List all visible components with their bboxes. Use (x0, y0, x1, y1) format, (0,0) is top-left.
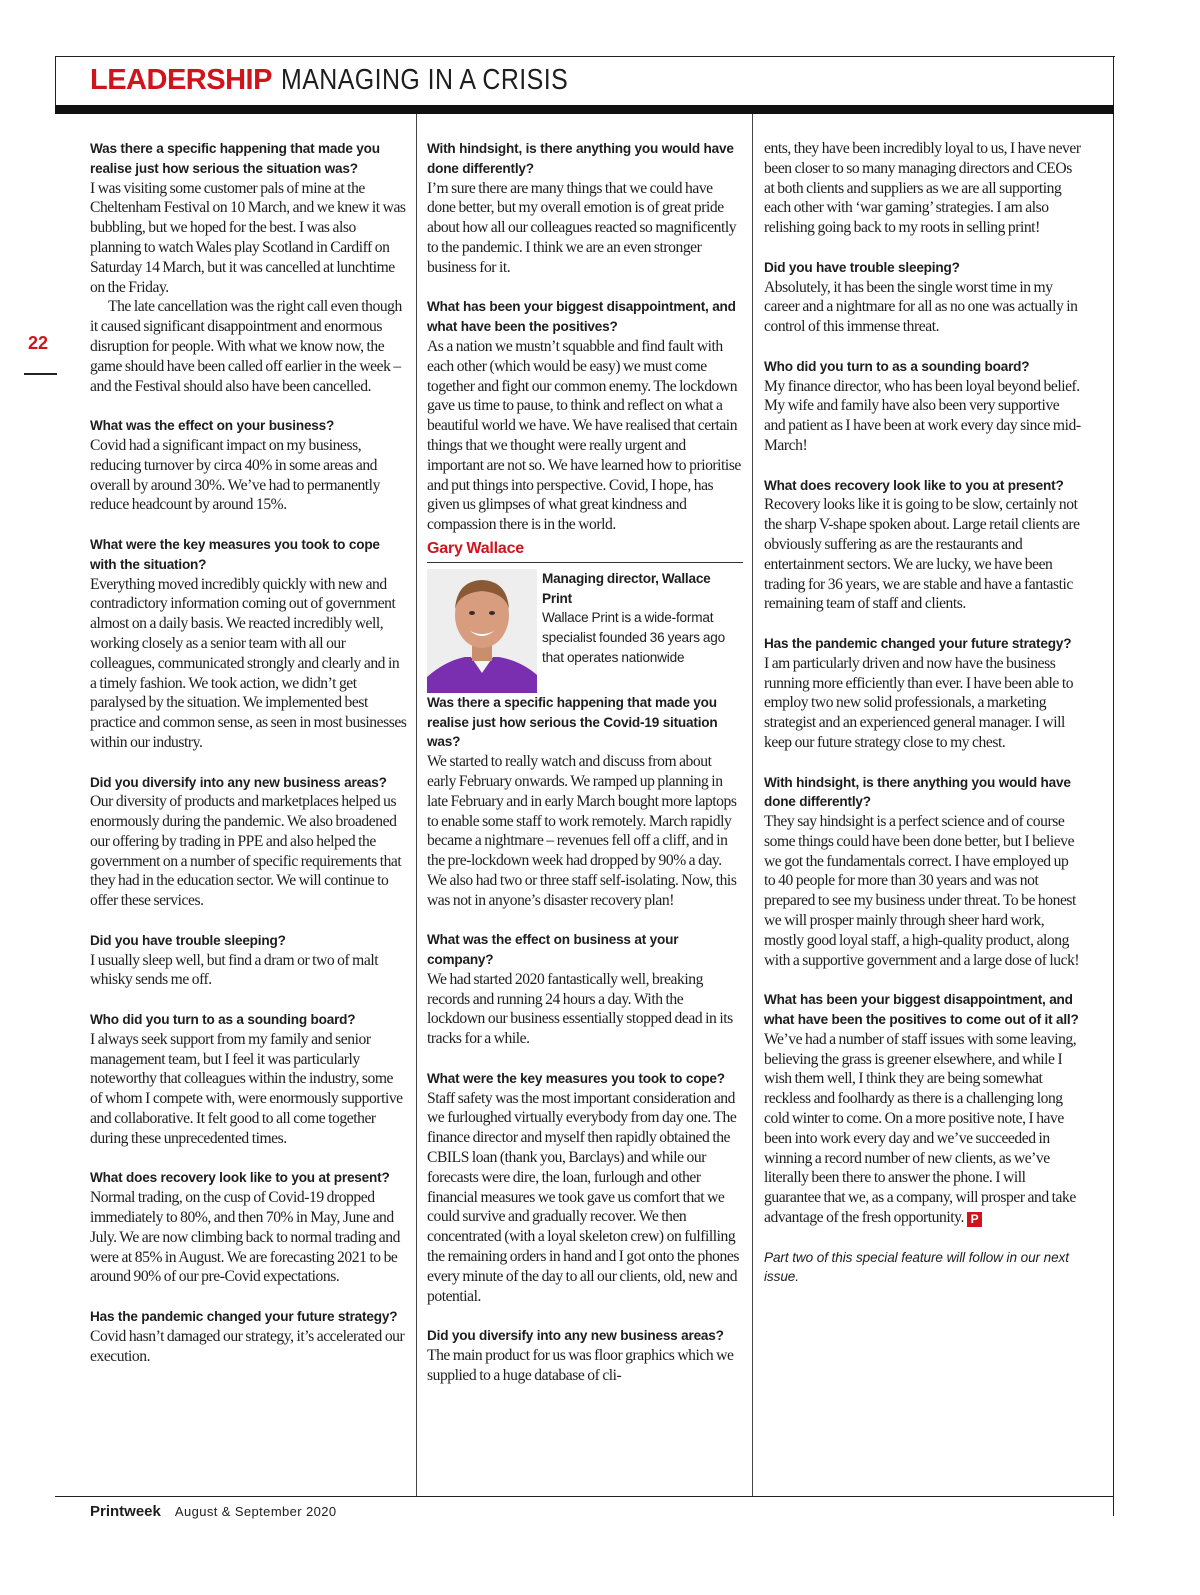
profile-photo (427, 569, 537, 693)
answer: As a nation we mustn’t squabble and find fault with each other (which would be easy) we must come together and fight our common enemy. The lockdown gave us time to pause, to think and reflect on what a beautiful world we have. We have realised that certain things that we thought were really urgent and important are not so. We have learned how to prioritise and put things into perspective. Covid, I hope, has given us glimpses of what great kindness and compassion there is in the world. (427, 337, 741, 534)
article-column-3 (764, 139, 1082, 1287)
answer: I am particularly driven and now have the business running more efficiently than ever. I have been able to employ two new solid professionals, a marketing strategist and an experienced general manager. I will keep our future strategy close to my chest. (764, 654, 1074, 751)
question: Was there a specific happening that made you realise just how serious the situation was? (90, 141, 380, 176)
question: With hindsight, is there anything you would have done differently? (764, 774, 1071, 810)
continuation-note: Part two of this special feature will follow in our next issue. (764, 1249, 1069, 1285)
answer: Covid had a significant impact on my business, reducing turnover by circa 40% in some areas and overall by around 30%. We’ve had to permanently reduce headcount by around 15%. (90, 436, 380, 514)
profile-description: Wallace Print is a wide-format specialist founded 36 years ago that operates nationwide (542, 610, 725, 665)
answer-text: We’ve had a number of staff issues with some leaving, believing the grass is greener elsewhere, and while I wish them well, I think they are being somewhat reckless and foolhardy as there is a challenging long cold winter to come. On a more positive note, I have been into work every day and we’ve succeeded in winning a record number of new clients, as we’ve literally been there to answer the phone. I will guarantee that we, as a company, will prosper and take advantage of the fresh opportunity. (764, 1030, 1077, 1227)
question: What has been your biggest disappointment, and what have been the positives? (427, 299, 736, 335)
question: Has the pandemic changed your future strategy? (90, 1309, 398, 1325)
frame-left-line (55, 56, 56, 106)
answer: Covid hasn’t damaged our strategy, it’s accelerated our execution. (90, 1327, 405, 1365)
answer: We started to really watch and discuss from about early February onwards. We ramped up planning in late February and in early March bought more laptops to enable some staff to work remotely. March rapidly became a nightmare – revenues fell off a cliff, and in the pre-lockdown week had dropped by 90% a day. We also had two or three staff self-isolating. Now, this was not in anyone’s disaster recovery plan! (427, 753, 737, 909)
answer: They say hindsight is a perfect science and of course some things could have been done better, but I believe we got the fundamentals correct. I have employed up to 40 people for more than 30 years and was not prepared to see my business under threat. To be honest we will prosper mainly through sheer hard work, mostly good loyal staff, a high-quality product, along with a supportive government and a large dose of luck! (764, 813, 1080, 969)
header-rule (55, 105, 1114, 114)
answer: Absolutely, it has been the single worst time in my career and a nightmare for all as no one was actually in control of this immense threat. (764, 278, 1078, 336)
question: What does recovery look like to you at present? (90, 1170, 390, 1186)
answer: Staff safety was the most important consideration and we furloughed virtually everybody from day one. The finance director and myself then rapidly obtained the CBILS loan (thank you, Barclays) and while our forecasts were dire, the loan, furlough and other financial measures we took gave us comfort that we could survive and gradually recover. We then concentrated (with a loyal skeleton crew) on fulfilling the remaining orders in hand and I got onto the phones every minute of the day to all our clients, old, new and potential. (427, 1089, 739, 1305)
frame-right-line (1113, 56, 1114, 1516)
question: Did you diversify into any new business areas? (427, 1328, 724, 1344)
column-rule-2 (752, 114, 753, 1496)
question: What was the effect on your business? (90, 418, 335, 434)
question: What were the key measures you took to cope? (427, 1070, 725, 1086)
answer: The main product for us was floor graphics which we supplied to a huge database of cli- (427, 1347, 734, 1384)
profile-details (537, 569, 743, 693)
question: Did you have trouble sleeping? (764, 259, 960, 275)
answer: I was visiting some customer pals of mine at the Cheltenham Festival on 10 March, and we knew it was bubbling, but we hoped for the best. I was also planning to watch Wales play Scotland in Cardiff on Saturday 14 March, but it was cancelled at lunchtime on the Friday. (90, 179, 406, 296)
answer: I’m sure there are many things that we could have done better, but my overall emotion is of great pride about how all our colleagues reacted so magnificently to the pandemic. I think we are an even stronger business for it. (427, 179, 737, 276)
question: What has been your biggest disappointment, and what have been the positives to come out of it all? (764, 992, 1079, 1028)
profile-name: Gary Wallace (427, 539, 743, 563)
question: Was there a specific happening that made you realise just how serious the Covid-19 situation was? (427, 694, 718, 750)
answer (764, 1030, 1082, 1228)
answer: My finance director, who has been loyal beyond belief. My wife and family have also been very supportive and patient as I have been at work every day since mid-March! (764, 377, 1081, 454)
page-footer (90, 1503, 337, 1520)
footer-brand: Printweek (90, 1503, 161, 1520)
frame-top-line (55, 56, 1115, 57)
footer-rule (55, 1496, 1114, 1497)
question: Has the pandemic changed your future strategy? (764, 635, 1072, 651)
answer: Everything moved incredibly quickly with new and contradictory information coming out of government almost on a daily basis. We reacted incredibly well, working closely as a senior team with all our colleagues, communicated strongly and clearly and in a timely fashion. We took action, we didn’t get paralysed by the situation. We implemented best practice and common sense, as seen in most businesses within our industry. (90, 575, 407, 751)
answer: I usually sleep well, but find a dram or two of malt whisky sends me off. (90, 951, 379, 989)
column-rule-1 (416, 114, 417, 1496)
end-mark-icon: P (967, 1212, 982, 1227)
section-title: MANAGING IN A CRISIS (280, 64, 569, 96)
question: What does recovery look like to you at present? (764, 477, 1064, 493)
answer: We had started 2020 fantastically well, breaking records and running 24 hours a day. With the lockdown our business essentially stopped dead in its tracks for a while. (427, 970, 733, 1048)
answer: ents, they have been incredibly loyal to us, I have never been closer to so many managing directors and CEOs at both clients and suppliers as we are all supporting each other with ‘war gaming’ strategies. I am also relishing going back to my roots in selling print! (764, 140, 1081, 237)
answer: Our diversity of products and marketplaces helped us enormously during the pandemic. We also broadened our offering by trading in PPE and also helped the government on a number of specific requirements that they had in the education sector. We will continue to offer these services. (90, 793, 402, 910)
answer: Normal trading, on the cusp of Covid-19 dropped immediately to 80%, and then 70% in May, June and July. We are now climbing back to normal trading and were at 85% in August. We are forecasting 2021 to be around 90% of our pre-Covid expectations. (90, 1189, 400, 1286)
profile-role: Managing director, Wallace Print (542, 570, 711, 606)
page-number-rule (24, 373, 57, 375)
question: Did you diversify into any new business areas? (90, 774, 387, 790)
profile-box (427, 569, 743, 693)
article-column-2 (427, 139, 743, 1386)
page-number: 22 (28, 333, 49, 353)
section-header (90, 64, 615, 104)
section-kicker: LEADERSHIP (90, 64, 272, 96)
question: What was the effect on business at your company? (427, 932, 679, 968)
question: What were the key measures you took to cope with the situation? (90, 536, 380, 572)
question: With hindsight, is there anything you would have done differently? (427, 141, 734, 176)
question: Who did you turn to as a sounding board? (764, 358, 1030, 374)
answer: Recovery looks like it is going to be slow, certainly not the sharp V-shape spoken about. Large retail clients are obviously suffering as are the restaurants and entertainment sectors. We are lucky, we have been trading for 36 years, we are stable and have a fantastic remaining team of staff and clients. (764, 496, 1080, 613)
question: Did you have trouble sleeping? (90, 932, 286, 948)
answer: The late cancellation was the right call even though it caused significant disappointment and enormous disruption for people. With what we know now, the game should have been called off earlier in the week – and the Festival should also have been cancelled. (90, 298, 402, 395)
footer-date: August & September 2020 (174, 1504, 337, 1519)
answer: I always seek support from my family and senior management team, but I feel it was particularly noteworthy that colleagues within the industry, some of whom I compete with, were enormously supportive and collaborative. It felt good to all come together during these unprecedented times. (90, 1030, 403, 1147)
article-column-1 (90, 139, 408, 1366)
question: Who did you turn to as a sounding board? (90, 1012, 356, 1028)
